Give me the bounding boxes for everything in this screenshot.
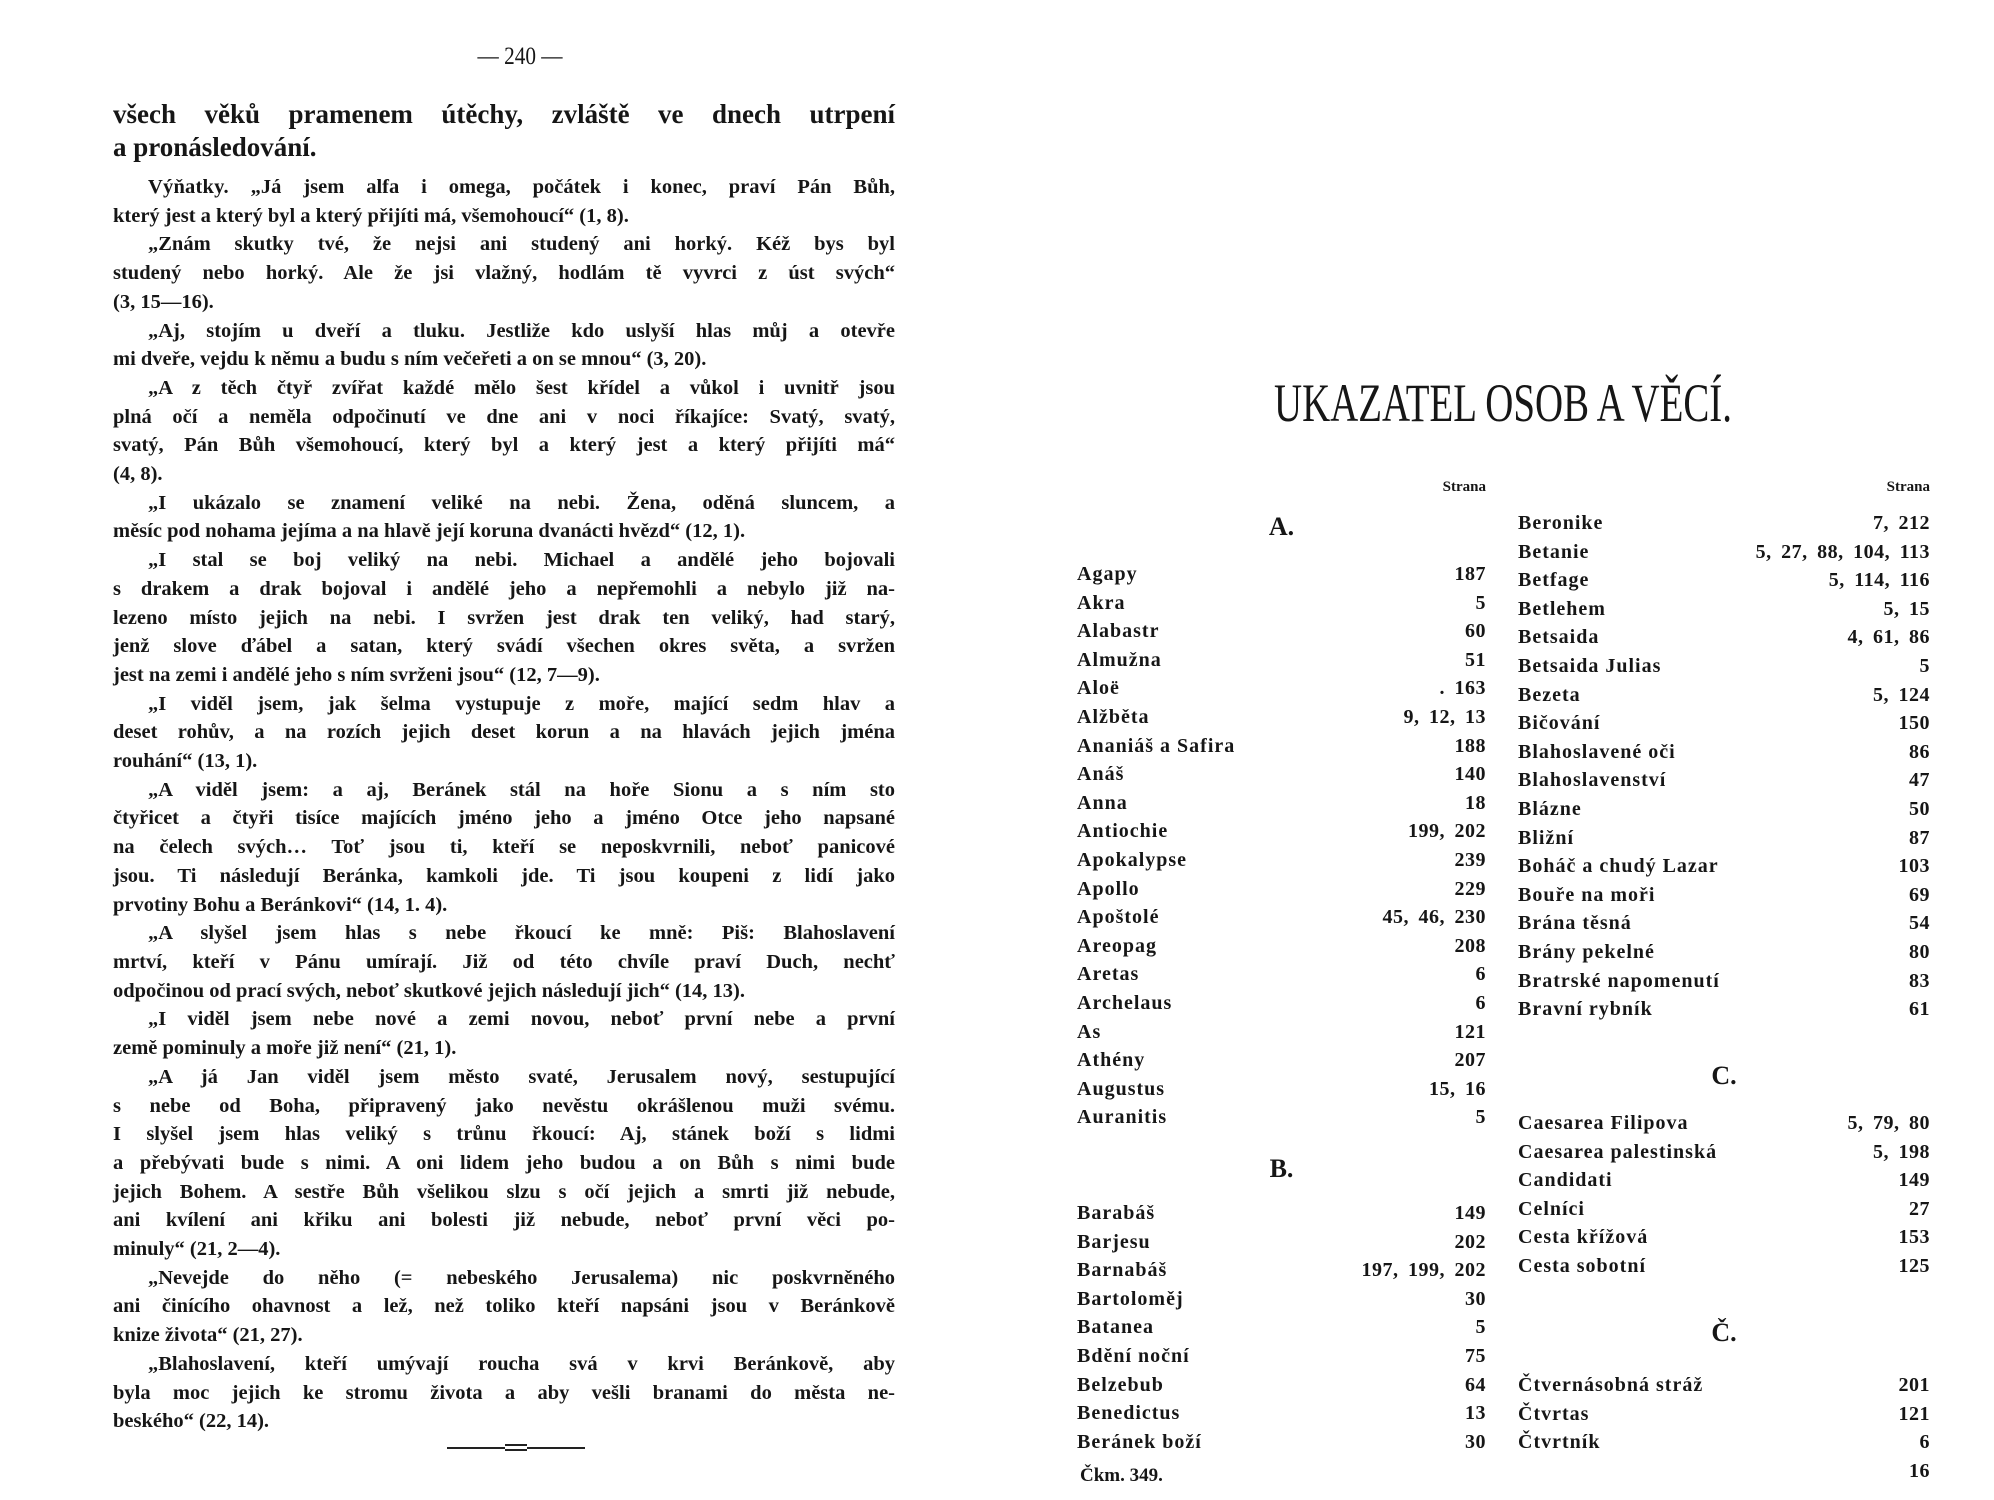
text-line — [113, 489, 895, 518]
entry-name: Bratrské napomenutí — [1518, 969, 1720, 992]
line-text: „I stal se boj veliký na nebi. Michael a andělé jeho bojovali — [148, 549, 895, 572]
paragraph — [113, 919, 895, 1005]
text-line — [113, 202, 895, 231]
separator-rule — [447, 1447, 505, 1449]
entry-pages: 64 — [1465, 1373, 1486, 1396]
line-text: který jest a který byl a který přijíti má, všemohoucí“ (1, 8). — [113, 204, 629, 227]
entry-name: Bouře na moři — [1518, 883, 1656, 906]
excerpts-lead: Výňatky. — [148, 176, 229, 198]
index-entry — [1518, 652, 1930, 680]
entry-name: Boháč a chudý Lazar — [1518, 855, 1719, 878]
index-entry — [1077, 1256, 1486, 1284]
line-text: prvotiny Bohu a Beránkovi“ (14, 1. 4). — [113, 893, 448, 916]
text-line — [113, 833, 895, 862]
text-line — [113, 1350, 895, 1379]
line-text: minuly“ (21, 2—4). — [113, 1238, 281, 1261]
text-line — [113, 1149, 895, 1178]
entry-pages: 187 — [1454, 563, 1486, 585]
line-text: odpočinou od prací svých, neboť skutkové jejich následují jich“ (14, 13). — [113, 979, 746, 1002]
section-letter: A. — [1268, 512, 1295, 541]
text-line — [113, 1178, 895, 1207]
entry-name: Blázne — [1518, 798, 1582, 820]
entry-name: Belzebub — [1077, 1373, 1164, 1396]
text-line — [113, 718, 895, 747]
entry-pages: 239 — [1454, 849, 1486, 871]
line-text: „I ukázalo se znamení veliké na nebi. Žena, oděná sluncem, a — [148, 491, 895, 514]
strana-header: Strana — [1886, 479, 1930, 495]
entry-pages: 30 — [1465, 1430, 1486, 1453]
excerpts-text — [113, 173, 895, 1436]
entry-pages: 103 — [1898, 855, 1930, 878]
entry-name: Apoštolé — [1077, 906, 1160, 929]
entry-name: Antiochie — [1077, 820, 1169, 843]
line-text: deset rohův, a na rozích jejich deset korun a na hlavách jejich jména — [113, 721, 895, 744]
entry-name: Archelaus — [1077, 992, 1173, 1014]
entry-name: As — [1077, 1020, 1102, 1043]
entry-pages: 54 — [1909, 912, 1930, 935]
index-entry — [1077, 732, 1486, 760]
entry-pages: 229 — [1454, 877, 1486, 900]
index-entry — [1077, 817, 1486, 845]
line-text: rouhání“ (13, 1). — [113, 750, 258, 773]
entry-pages: 5 — [1475, 1316, 1486, 1339]
line-text: jest na zemi i andělé jeho s ním svrženi jsou“ (12, 7—9). — [113, 663, 600, 686]
line-text: s nebe od Boha, připravený jako nevěstu okrášlenou muži svému. — [113, 1094, 895, 1117]
text-line — [113, 317, 895, 346]
text-line — [113, 517, 895, 546]
entry-name: Batanea — [1077, 1316, 1154, 1339]
entry-name: Alžběta — [1077, 706, 1150, 728]
index-entry — [1077, 1399, 1486, 1427]
entry-name: Aloë — [1077, 677, 1120, 700]
index-entry — [1518, 824, 1930, 852]
entry-name: Blahoslavenství — [1518, 769, 1667, 792]
paragraph — [113, 690, 895, 776]
text-line — [113, 1120, 895, 1149]
entry-pages: 16 — [1909, 1459, 1930, 1482]
line-text: a přebývati bude s nimi. A oni lidem jeho budou a on Bůh s nimi bude — [113, 1151, 895, 1174]
text-line — [113, 460, 895, 489]
index-entry — [1518, 852, 1930, 880]
index-entry — [1077, 1075, 1486, 1103]
index-entry — [1518, 538, 1930, 566]
index-entry — [1077, 1371, 1486, 1399]
entry-pages: 18 — [1465, 791, 1486, 814]
line-text: ani kvílení ani křiku ani bolesti již nebude, neboť první věci po- — [113, 1209, 895, 1232]
text-line — [113, 1407, 895, 1436]
entry-pages: 75 — [1465, 1345, 1486, 1367]
index-entry — [1518, 1166, 1930, 1194]
text-line — [113, 1379, 895, 1408]
text-line — [113, 1092, 895, 1121]
text-line — [113, 891, 895, 920]
line-text: „A já Jan viděl jsem město svaté, Jerusalem nový, sestupující — [148, 1065, 895, 1088]
text-line — [113, 919, 895, 948]
index-entry — [1077, 846, 1486, 874]
index-entry — [1077, 1018, 1486, 1046]
paragraph — [113, 374, 895, 489]
entry-pages: 149 — [1454, 1202, 1486, 1224]
line-text: mi dveře, vejdu k němu a budu s ním večeřeti a on se mnou“ (3, 20). — [113, 348, 707, 371]
line-text: svatý, Pán Bůh všemohoucí, který byl a který jest a který přijíti má“ — [113, 434, 895, 457]
index-entry — [1518, 1428, 1930, 1456]
line-text: „I viděl jsem, jak šelma vystupuje z moře, mající sedm hlav a — [148, 692, 895, 715]
strana-header: Strana — [1442, 479, 1486, 495]
text-line — [113, 690, 895, 719]
index-entry — [1518, 566, 1930, 594]
paragraph — [113, 1005, 895, 1062]
index-entry — [1518, 1400, 1930, 1428]
text-line — [113, 1005, 895, 1034]
text-line — [113, 288, 895, 317]
line-text: lezeno místo jejich na nebi. I svržen jest drak ten veliký, had starý, — [113, 606, 895, 629]
index-entry — [1518, 1252, 1930, 1280]
entry-name: Cesta sobotní — [1518, 1255, 1647, 1277]
entry-pages: 86 — [1909, 740, 1930, 763]
text-line — [113, 1206, 895, 1235]
entry-name: Bezeta — [1518, 683, 1581, 706]
entry-pages: 45, 46, 230 — [1382, 906, 1486, 929]
index-entry — [1518, 795, 1930, 823]
index-entry — [1518, 967, 1930, 995]
text-line — [113, 1063, 895, 1092]
entry-name: Apollo — [1077, 877, 1140, 900]
text-line — [113, 230, 895, 259]
paragraph — [113, 489, 895, 546]
entry-name: Bližní — [1518, 826, 1575, 849]
entry-pages: 27 — [1909, 1197, 1930, 1220]
index-entry — [1518, 709, 1930, 737]
paragraph — [113, 173, 895, 230]
entry-name: Akra — [1077, 591, 1126, 614]
entry-name: Beronike — [1518, 512, 1604, 534]
index-entry — [1518, 995, 1930, 1023]
text-line — [113, 1321, 895, 1350]
index-entry — [1518, 1195, 1930, 1223]
entry-name: Cesta křížová — [1518, 1226, 1649, 1249]
index-entry — [1518, 509, 1930, 537]
line-text: byla moc jejich ke stromu života a aby vešli branami do města ne- — [113, 1381, 895, 1404]
index-title: UKAZATEL OSOB A VĚCÍ. — [1274, 373, 1732, 433]
entry-pages: 149 — [1898, 1169, 1930, 1192]
index-entry — [1077, 589, 1486, 617]
text-line — [113, 431, 895, 460]
line-text: plná očí a neměla odpočinutí ve dne ani v noci říkajíce: Svatý, svatý, — [113, 405, 895, 428]
index-entry — [1518, 1138, 1930, 1166]
entry-pages: 197, 199, 202 — [1361, 1259, 1486, 1282]
entry-pages: 47 — [1909, 769, 1930, 792]
index-entry — [1518, 938, 1930, 966]
entry-pages: 69 — [1909, 883, 1930, 906]
entry-name: Čtvrtník — [1518, 1431, 1601, 1454]
index-entry — [1518, 738, 1930, 766]
entry-name: Celníci — [1518, 1197, 1585, 1220]
index-entry — [1518, 881, 1930, 909]
line-text: I slyšel jsem hlas veliký s trůnu řkoucí: Aj, stánek boží s lidmi — [113, 1123, 895, 1146]
index-entry — [1077, 1428, 1486, 1456]
index-entry — [1077, 960, 1486, 988]
index-entry — [1077, 1342, 1486, 1370]
entry-pages: 5, 79, 80 — [1847, 1112, 1930, 1134]
paragraph — [113, 317, 895, 374]
index-entry — [1518, 1371, 1930, 1399]
line-text: čtyřicet a čtyři tisíce majících jméno jeho a jméno Otce jeho napsané — [113, 807, 895, 830]
line-text: „A viděl jsem: a aj, Beránek stál na hoře Sionu a s ním sto — [148, 778, 895, 801]
entry-pages: 4, 61, 86 — [1847, 626, 1930, 649]
line-text: knize života“ (21, 27). — [113, 1324, 303, 1347]
entry-pages: 80 — [1909, 941, 1930, 963]
separator-rule — [527, 1447, 585, 1449]
entry-pages: 125 — [1898, 1255, 1930, 1277]
printer-signature: Čkm. 349. — [1080, 1465, 1163, 1486]
index-entry — [1518, 1457, 1930, 1485]
index-entry — [1077, 617, 1486, 645]
entry-pages: 50 — [1909, 798, 1930, 820]
text-line — [113, 546, 895, 575]
line-text: „A z těch čtyř zvířat každé mělo šest křídel a vůkol i uvnitř jsou — [148, 376, 895, 399]
text-line — [113, 804, 895, 833]
line-text: (3, 15—16). — [113, 290, 214, 313]
entry-pages: 188 — [1454, 734, 1486, 757]
entry-pages: 208 — [1454, 934, 1486, 957]
entry-pages: 7, 212 — [1873, 512, 1930, 534]
entry-pages: 61 — [1909, 998, 1930, 1021]
section-letter: C. — [1711, 1061, 1737, 1090]
entry-name: Caesarea palestinská — [1518, 1140, 1718, 1163]
entry-name: Alabastr — [1077, 620, 1160, 643]
text-line — [113, 948, 895, 977]
index-entry — [1518, 681, 1930, 709]
entry-name: Aretas — [1077, 963, 1140, 986]
index-entry — [1518, 1223, 1930, 1251]
paragraph — [113, 230, 895, 316]
entry-pages: 5, 124 — [1873, 683, 1930, 706]
text-line — [113, 632, 895, 661]
entry-pages: 202 — [1454, 1230, 1486, 1253]
index-entry — [1077, 1103, 1486, 1131]
entry-pages: 30 — [1465, 1287, 1486, 1310]
line-text: mrtví, kteří v Pánu umírají. Již od této chvíle praví Duch, nechť — [113, 950, 895, 973]
line-text: jejich Bohem. A sestře Bůh všelikou slzu s očí jejich a smrti již nebude, — [113, 1180, 895, 1203]
entry-pages: 6 — [1475, 992, 1486, 1014]
index-entry — [1077, 760, 1486, 788]
line-text: s drakem a drak bojoval i andělé jeho a nepřemohli a nebylo již na- — [113, 577, 895, 600]
text-line — [113, 1235, 895, 1264]
entry-pages: 5 — [1475, 591, 1486, 614]
entry-name: Anna — [1077, 791, 1128, 814]
entry-pages: 60 — [1465, 620, 1486, 643]
text-line — [113, 776, 895, 805]
entry-pages: 201 — [1898, 1374, 1930, 1396]
entry-name: Betfage — [1518, 569, 1590, 592]
index-entry — [1077, 903, 1486, 931]
entry-name: Beránek boží — [1077, 1430, 1202, 1453]
entry-name: Ananiáš a Safira — [1077, 734, 1236, 757]
entry-name: Bravní rybník — [1518, 998, 1653, 1021]
line-text: jsou. Ti následují Beránka, kamkoli jde. Ti jsou koupeni z lidí jako — [113, 864, 895, 887]
entry-pages: 150 — [1898, 712, 1930, 735]
section-letter: Č. — [1711, 1318, 1737, 1347]
index-entry — [1077, 789, 1486, 817]
entry-pages: 5, 114, 116 — [1828, 569, 1930, 592]
entry-name: Anáš — [1077, 763, 1125, 786]
intro-text — [113, 98, 895, 164]
line-text: „Nevejde do něho (= nebeského Jerusalema) nic poskvrněného — [148, 1266, 895, 1289]
index-entry — [1518, 623, 1930, 651]
entry-name: Agapy — [1077, 563, 1138, 585]
index-entry — [1077, 1285, 1486, 1313]
text-line — [113, 977, 895, 1006]
entry-pages: 5 — [1919, 655, 1930, 677]
entry-pages: 15, 16 — [1429, 1077, 1486, 1100]
entry-pages: . 163 — [1439, 677, 1486, 700]
entry-pages: 199, 202 — [1408, 820, 1486, 843]
index-entry — [1077, 875, 1486, 903]
entry-pages: 140 — [1454, 763, 1486, 786]
entry-name: Betanie — [1518, 540, 1590, 563]
entry-name: Blahoslavené oči — [1518, 740, 1676, 763]
section-letter: B. — [1269, 1154, 1294, 1183]
entry-name: Augustus — [1077, 1077, 1166, 1100]
index-entry — [1077, 989, 1486, 1017]
entry-name: Barjesu — [1077, 1230, 1151, 1253]
paragraph — [113, 546, 895, 690]
text-line: všech věků pramenem útěchy, zvláště ve dnech utrpení — [113, 99, 895, 129]
entry-pages: 5, 27, 88, 104, 113 — [1755, 540, 1930, 563]
line-text: „A slyšel jsem hlas s nebe řkoucí ke mně: Piš: Blahoslavení — [148, 922, 895, 945]
line-text: „Já jsem alfa i omega, počátek i konec, praví Pán Bůh, — [228, 176, 895, 198]
line-text: beského“ (22, 14). — [113, 1410, 270, 1433]
index-entry — [1077, 703, 1486, 731]
index-entry — [1077, 1199, 1486, 1227]
entry-name: Betlehem — [1518, 597, 1606, 620]
line-text: „Blahoslavení, kteří umývají roucha svá v krvi Beránkově, aby — [148, 1352, 895, 1375]
entry-pages: 121 — [1454, 1020, 1486, 1043]
text-line — [113, 575, 895, 604]
index-entry — [1077, 560, 1486, 588]
text-line — [113, 604, 895, 633]
line-text: jenž slove ďábel a satan, který svádí všechen okres světa, a svržen — [113, 635, 895, 658]
entry-name: Auranitis — [1077, 1106, 1168, 1129]
entry-pages: 5 — [1475, 1106, 1486, 1129]
index-entry — [1518, 1109, 1930, 1137]
separator-rule — [505, 1449, 527, 1451]
entry-pages: 6 — [1919, 1431, 1930, 1454]
entry-name: Caesarea Filipova — [1518, 1112, 1689, 1134]
line-text: země pominuly a moře již není“ (21, 1). — [113, 1037, 457, 1060]
section-separator — [447, 1436, 585, 1456]
index-entry — [1077, 646, 1486, 674]
line-text: měsíc pod nohama jejíma a na hlavě její koruna dvanácti hvězd“ (12, 1). — [113, 520, 746, 543]
index-entry — [1077, 932, 1486, 960]
paragraph — [113, 1264, 895, 1350]
text-line — [113, 747, 895, 776]
index-entry — [1077, 1046, 1486, 1074]
paragraph — [113, 776, 895, 920]
entry-pages: 5, 15 — [1883, 597, 1930, 620]
index-entry — [1077, 674, 1486, 702]
text-line: a pronásledování. — [113, 132, 317, 162]
text-line — [113, 173, 895, 202]
entry-name: Areopag — [1077, 934, 1157, 957]
entry-name: Bdění noční — [1077, 1345, 1190, 1367]
text-line — [113, 403, 895, 432]
entry-pages: 6 — [1475, 963, 1486, 986]
entry-pages: 153 — [1898, 1226, 1930, 1249]
entry-name: Candidati — [1518, 1169, 1613, 1192]
entry-pages: 207 — [1454, 1049, 1486, 1072]
text-line — [113, 862, 895, 891]
text-line — [113, 1292, 895, 1321]
text-line — [113, 345, 895, 374]
index-entry — [1077, 1313, 1486, 1341]
index-entry — [1518, 909, 1930, 937]
page-number: — 240 — — [477, 43, 563, 70]
text-line — [113, 661, 895, 690]
entry-name: Benedictus — [1077, 1402, 1181, 1425]
entry-name: Bartoloměj — [1077, 1287, 1184, 1310]
entry-pages: 121 — [1898, 1402, 1930, 1425]
entry-name: Apokalypse — [1077, 849, 1188, 871]
entry-pages: 13 — [1465, 1402, 1486, 1425]
entry-pages: 87 — [1909, 826, 1930, 849]
entry-name: Betsaida Julias — [1518, 655, 1662, 677]
entry-name: Barnabáš — [1077, 1259, 1168, 1282]
paragraph — [113, 1063, 895, 1264]
index-entry — [1518, 595, 1930, 623]
line-text: „Znám skutky tvé, že nejsi ani studený ani horký. Kéž bys byl — [148, 233, 895, 256]
line-text: (4, 8). — [113, 463, 163, 486]
entry-name: Betsaida — [1518, 626, 1600, 649]
entry-name: Brány pekelné — [1518, 941, 1655, 963]
entry-pages: 9, 12, 13 — [1403, 706, 1486, 728]
entry-name: Čtvrtas — [1518, 1402, 1590, 1425]
text-line — [113, 1034, 895, 1063]
text-line — [113, 259, 895, 288]
entry-name: Brána těsná — [1518, 912, 1632, 935]
entry-pages: 83 — [1909, 969, 1930, 992]
line-text: „Aj, stojím u dveří a tluku. Jestliže kdo uslyší hlas můj a otevře — [148, 319, 895, 342]
entry-name: Čtvernásobná stráž — [1518, 1374, 1704, 1396]
entry-pages: 5, 198 — [1873, 1140, 1930, 1163]
separator-rule — [505, 1444, 527, 1446]
index-entry — [1518, 766, 1930, 794]
entry-name: Bičování — [1518, 712, 1601, 735]
entry-name: Almužna — [1077, 648, 1162, 671]
index-entry — [1077, 1228, 1486, 1256]
entry-name: Barabáš — [1077, 1202, 1156, 1224]
text-line — [113, 374, 895, 403]
entry-name: Athény — [1077, 1049, 1146, 1072]
line-text: „I viděl jsem nebe nové a zemi novou, neboť první nebe a první — [148, 1008, 895, 1031]
paragraph — [113, 1350, 895, 1436]
text-line — [113, 1264, 895, 1293]
line-text: studený nebo horký. Ale že jsi vlažný, hodlám tě vyvrci z úst svých“ — [113, 262, 895, 285]
line-text: ani činícího ohavnost a lež, než toliko kteří napsáni jsou v Beránkově — [113, 1295, 895, 1318]
entry-pages: 51 — [1465, 648, 1486, 671]
line-text: na čelech svých… Toť jsou ti, kteří se neposkvrnili, neboť panicové — [113, 836, 895, 859]
